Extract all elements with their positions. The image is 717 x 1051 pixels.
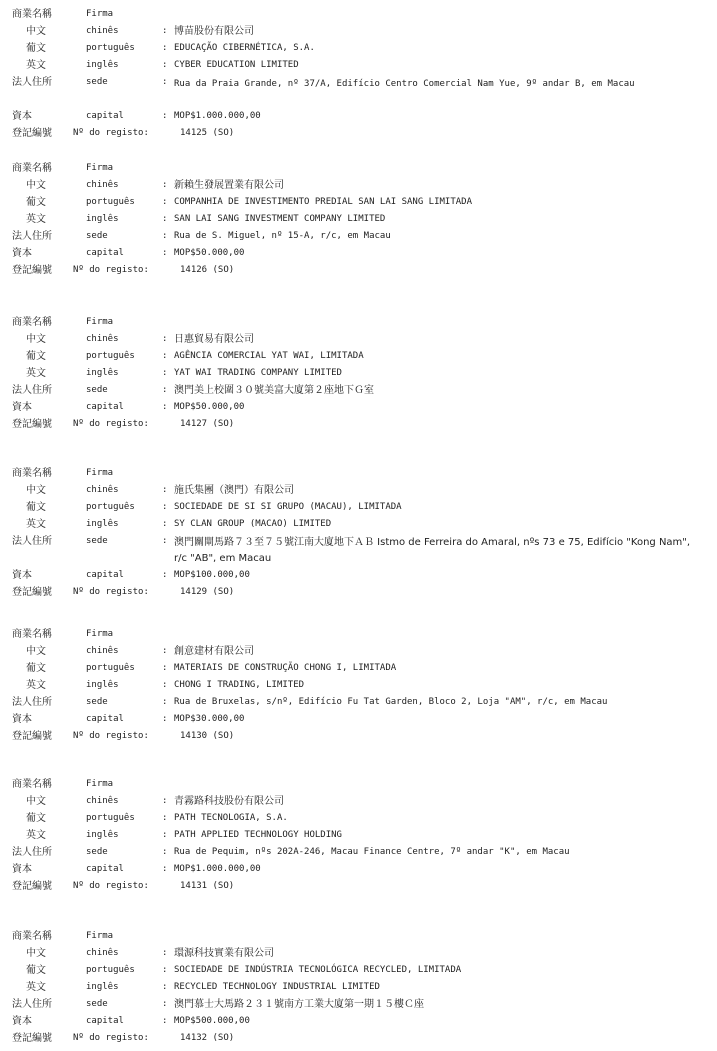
value-portugues: SOCIEDADE DE INDÚSTRIA TECNOLÓGICA RECYCLED, LIMITADA	[174, 965, 462, 975]
label-zh-ingles: 英文	[26, 368, 46, 379]
label-pt-sede: sede	[86, 77, 108, 87]
label-pt-chines: chinês	[86, 646, 119, 656]
colon: :	[162, 214, 168, 224]
label-pt-capital: capital	[86, 1016, 124, 1026]
label-pt-ingles: inglês	[86, 519, 119, 529]
colon: :	[162, 813, 168, 823]
value-portugues: PATH TECNOLOGIA, S.A.	[174, 813, 288, 823]
value-sede: Rua de S. Miguel, nº 15-A, r/c, em Macau	[174, 231, 391, 241]
value-portugues: AGÊNCIA COMERCIAL YAT WAI, LIMITADA	[174, 351, 364, 361]
label-pt-registo: Nº do registo:	[73, 419, 149, 429]
label-pt-registo: Nº do registo:	[73, 731, 149, 741]
label-zh-firma: 商業名稱	[12, 468, 52, 479]
label-pt-chines: chinês	[86, 334, 119, 344]
colon: :	[162, 111, 168, 121]
label-zh-registo: 登記編號	[12, 881, 52, 892]
label-pt-firma: Firma	[86, 9, 114, 19]
value-chines: 施氏集團（澳門）有限公司	[174, 485, 294, 496]
value-ingles: SY CLAN GROUP (MACAO) LIMITED	[174, 519, 332, 529]
label-zh-chines: 中文	[26, 646, 46, 657]
label-zh-portugues: 葡文	[26, 813, 46, 824]
label-zh-portugues: 葡文	[26, 965, 46, 976]
label-pt-sede: sede	[86, 697, 108, 707]
label-zh-chines: 中文	[26, 485, 46, 496]
label-pt-capital: capital	[86, 111, 124, 121]
label-pt-chines: chinês	[86, 485, 119, 495]
label-zh-firma: 商業名稱	[12, 317, 52, 328]
colon: :	[162, 796, 168, 806]
colon: :	[162, 231, 168, 241]
label-pt-sede: sede	[86, 385, 108, 395]
value-sede: 澳門慕士大馬路２３１號南方工業大廈第一期１５樓Ｃ座	[174, 999, 424, 1010]
colon: :	[162, 680, 168, 690]
label-zh-portugues: 葡文	[26, 663, 46, 674]
colon: :	[162, 180, 168, 190]
value-registo: 14130 (SO)	[180, 731, 235, 741]
label-pt-chines: chinês	[86, 796, 119, 806]
value-sede: 澳門關閘馬路７３至７５號江南大廈地下ＡＢ Istmo de Ferreira do Amaral, nºs 73 e 75, Edifício "Kong Nam", r/c "AB", em Macau	[174, 537, 691, 564]
label-pt-registo: Nº do registo:	[73, 128, 149, 138]
label-zh-ingles: 英文	[26, 982, 46, 993]
value-chines: 日惠貿易有限公司	[174, 334, 254, 345]
label-zh-firma: 商業名稱	[12, 931, 52, 942]
label-pt-ingles: inglês	[86, 830, 119, 840]
value-registo: 14132 (SO)	[180, 1033, 235, 1043]
colon: :	[162, 536, 168, 546]
value-capital: MOP$30.000,00	[174, 714, 245, 724]
label-pt-capital: capital	[86, 402, 124, 412]
label-zh-registo: 登記編號	[12, 128, 52, 139]
label-pt-capital: capital	[86, 864, 124, 874]
value-ingles: CYBER EDUCATION LIMITED	[174, 60, 299, 70]
colon: :	[162, 714, 168, 724]
colon: :	[162, 847, 168, 857]
value-capital: MOP$50.000,00	[174, 248, 245, 258]
value-registo: 14131 (SO)	[180, 881, 235, 891]
colon: :	[162, 519, 168, 529]
value-sede: Rua da Praia Grande, nº 37/A, Edifício Centro Comercial Nam Yue, 9º andar B, em Macau	[174, 79, 635, 89]
value-chines: 新賴生發展置業有限公司	[174, 180, 284, 191]
colon: :	[162, 697, 168, 707]
colon: :	[162, 77, 168, 87]
label-pt-portugues: português	[86, 351, 135, 361]
value-ingles: YAT WAI TRADING COMPANY LIMITED	[174, 368, 342, 378]
label-pt-portugues: português	[86, 663, 135, 673]
label-pt-sede: sede	[86, 536, 108, 546]
label-zh-sede: 法人住所	[12, 77, 52, 88]
label-zh-firma: 商業名稱	[12, 163, 52, 174]
label-zh-sede: 法人住所	[12, 385, 52, 396]
label-pt-registo: Nº do registo:	[73, 265, 149, 275]
colon: :	[162, 385, 168, 395]
label-zh-ingles: 英文	[26, 519, 46, 530]
colon: :	[162, 197, 168, 207]
label-pt-portugues: português	[86, 965, 135, 975]
value-portugues: COMPANHIA DE INVESTIMENTO PREDIAL SAN LAI SANG LIMITADA	[174, 197, 473, 207]
label-pt-capital: capital	[86, 714, 124, 724]
label-zh-firma: 商業名稱	[12, 629, 52, 640]
label-zh-portugues: 葡文	[26, 502, 46, 513]
label-zh-portugues: 葡文	[26, 351, 46, 362]
colon: :	[162, 982, 168, 992]
label-zh-ingles: 英文	[26, 60, 46, 71]
label-zh-capital: 資本	[12, 570, 32, 581]
label-zh-chines: 中文	[26, 180, 46, 191]
label-zh-chines: 中文	[26, 26, 46, 37]
label-pt-capital: capital	[86, 248, 124, 258]
label-pt-ingles: inglês	[86, 214, 119, 224]
label-pt-chines: chinês	[86, 26, 119, 36]
colon: :	[162, 368, 168, 378]
value-ingles: RECYCLED TECHNOLOGY INDUSTRIAL LIMITED	[174, 982, 380, 992]
value-chines: 環源科技實業有限公司	[174, 948, 274, 959]
label-zh-ingles: 英文	[26, 680, 46, 691]
label-pt-sede: sede	[86, 847, 108, 857]
label-pt-firma: Firma	[86, 468, 114, 478]
label-zh-firma: 商業名稱	[12, 9, 52, 20]
label-pt-firma: Firma	[86, 629, 114, 639]
label-zh-capital: 資本	[12, 1016, 32, 1027]
colon: :	[162, 999, 168, 1009]
value-registo: 14129 (SO)	[180, 587, 235, 597]
value-ingles: CHONG I TRADING, LIMITED	[174, 680, 305, 690]
value-capital: MOP$500.000,00	[174, 1016, 250, 1026]
colon: :	[162, 646, 168, 656]
colon: :	[162, 502, 168, 512]
colon: :	[162, 26, 168, 36]
label-zh-capital: 資本	[12, 864, 32, 875]
label-zh-portugues: 葡文	[26, 43, 46, 54]
value-capital: MOP$1.000.000,00	[174, 111, 261, 121]
label-pt-ingles: inglês	[86, 982, 119, 992]
label-pt-ingles: inglês	[86, 60, 119, 70]
value-sede: Rua de Pequim, nºs 202A-246, Macau Finance Centre, 7º andar "K", em Macau	[174, 847, 570, 857]
label-pt-portugues: português	[86, 502, 135, 512]
label-zh-firma: 商業名稱	[12, 779, 52, 790]
value-capital: MOP$1.000.000,00	[174, 864, 261, 874]
label-pt-portugues: português	[86, 813, 135, 823]
colon: :	[162, 864, 168, 874]
colon: :	[162, 965, 168, 975]
label-zh-sede: 法人住所	[12, 999, 52, 1010]
label-pt-registo: Nº do registo:	[73, 1033, 149, 1043]
value-capital: MOP$100.000,00	[174, 570, 250, 580]
label-zh-sede: 法人住所	[12, 847, 52, 858]
colon: :	[162, 402, 168, 412]
label-pt-registo: Nº do registo:	[73, 881, 149, 891]
label-zh-registo: 登記編號	[12, 587, 52, 598]
value-portugues: EDUCAÇÃO CIBERNÉTICA, S.A.	[174, 43, 315, 53]
colon: :	[162, 663, 168, 673]
colon: :	[162, 351, 168, 361]
label-zh-chines: 中文	[26, 796, 46, 807]
label-pt-chines: chinês	[86, 180, 119, 190]
colon: :	[162, 830, 168, 840]
label-pt-capital: capital	[86, 570, 124, 580]
label-zh-chines: 中文	[26, 948, 46, 959]
label-zh-registo: 登記編號	[12, 731, 52, 742]
value-sede: 澳門美上校圍３０號美富大廈第２座地下Ｇ室	[174, 385, 374, 396]
label-zh-registo: 登記編號	[12, 419, 52, 430]
value-portugues: SOCIEDADE DE SI SI GRUPO (MACAU), LIMITADA	[174, 502, 402, 512]
label-zh-registo: 登記編號	[12, 265, 52, 276]
value-portugues: MATERIAIS DE CONSTRUÇÃO CHONG I, LIMITADA	[174, 663, 397, 673]
label-pt-ingles: inglês	[86, 368, 119, 378]
label-zh-sede: 法人住所	[12, 536, 52, 547]
label-zh-portugues: 葡文	[26, 197, 46, 208]
label-pt-portugues: português	[86, 43, 135, 53]
value-registo: 14125 (SO)	[180, 128, 235, 138]
label-zh-sede: 法人住所	[12, 697, 52, 708]
label-pt-chines: chinês	[86, 948, 119, 958]
colon: :	[162, 485, 168, 495]
label-zh-capital: 資本	[12, 402, 32, 413]
value-chines: 博苗股份有限公司	[174, 26, 254, 37]
colon: :	[162, 248, 168, 258]
label-zh-registo: 登記編號	[12, 1033, 52, 1044]
label-pt-registo: Nº do registo:	[73, 587, 149, 597]
value-ingles: PATH APPLIED TECHNOLOGY HOLDING	[174, 830, 342, 840]
colon: :	[162, 60, 168, 70]
value-chines: 青霧路科技股份有限公司	[174, 796, 284, 807]
label-pt-firma: Firma	[86, 779, 114, 789]
colon: :	[162, 43, 168, 53]
label-zh-capital: 資本	[12, 111, 32, 122]
label-zh-capital: 資本	[12, 714, 32, 725]
value-ingles: SAN LAI SANG INVESTMENT COMPANY LIMITED	[174, 214, 386, 224]
value-registo: 14127 (SO)	[180, 419, 235, 429]
label-zh-ingles: 英文	[26, 214, 46, 225]
label-zh-sede: 法人住所	[12, 231, 52, 242]
label-zh-capital: 資本	[12, 248, 32, 259]
label-pt-portugues: português	[86, 197, 135, 207]
colon: :	[162, 570, 168, 580]
label-pt-firma: Firma	[86, 163, 114, 173]
label-pt-firma: Firma	[86, 317, 114, 327]
label-pt-ingles: inglês	[86, 680, 119, 690]
colon: :	[162, 948, 168, 958]
label-pt-firma: Firma	[86, 931, 114, 941]
label-pt-sede: sede	[86, 999, 108, 1009]
value-sede: Rua de Bruxelas, s/nº, Edifício Fu Tat Garden, Bloco 2, Loja "AM", r/c, em Macau	[174, 697, 608, 707]
label-zh-ingles: 英文	[26, 830, 46, 841]
label-zh-chines: 中文	[26, 334, 46, 345]
colon: :	[162, 334, 168, 344]
colon: :	[162, 1016, 168, 1026]
value-capital: MOP$50.000,00	[174, 402, 245, 412]
value-chines: 創意建材有限公司	[174, 646, 254, 657]
value-registo: 14126 (SO)	[180, 265, 235, 275]
label-pt-sede: sede	[86, 231, 108, 241]
